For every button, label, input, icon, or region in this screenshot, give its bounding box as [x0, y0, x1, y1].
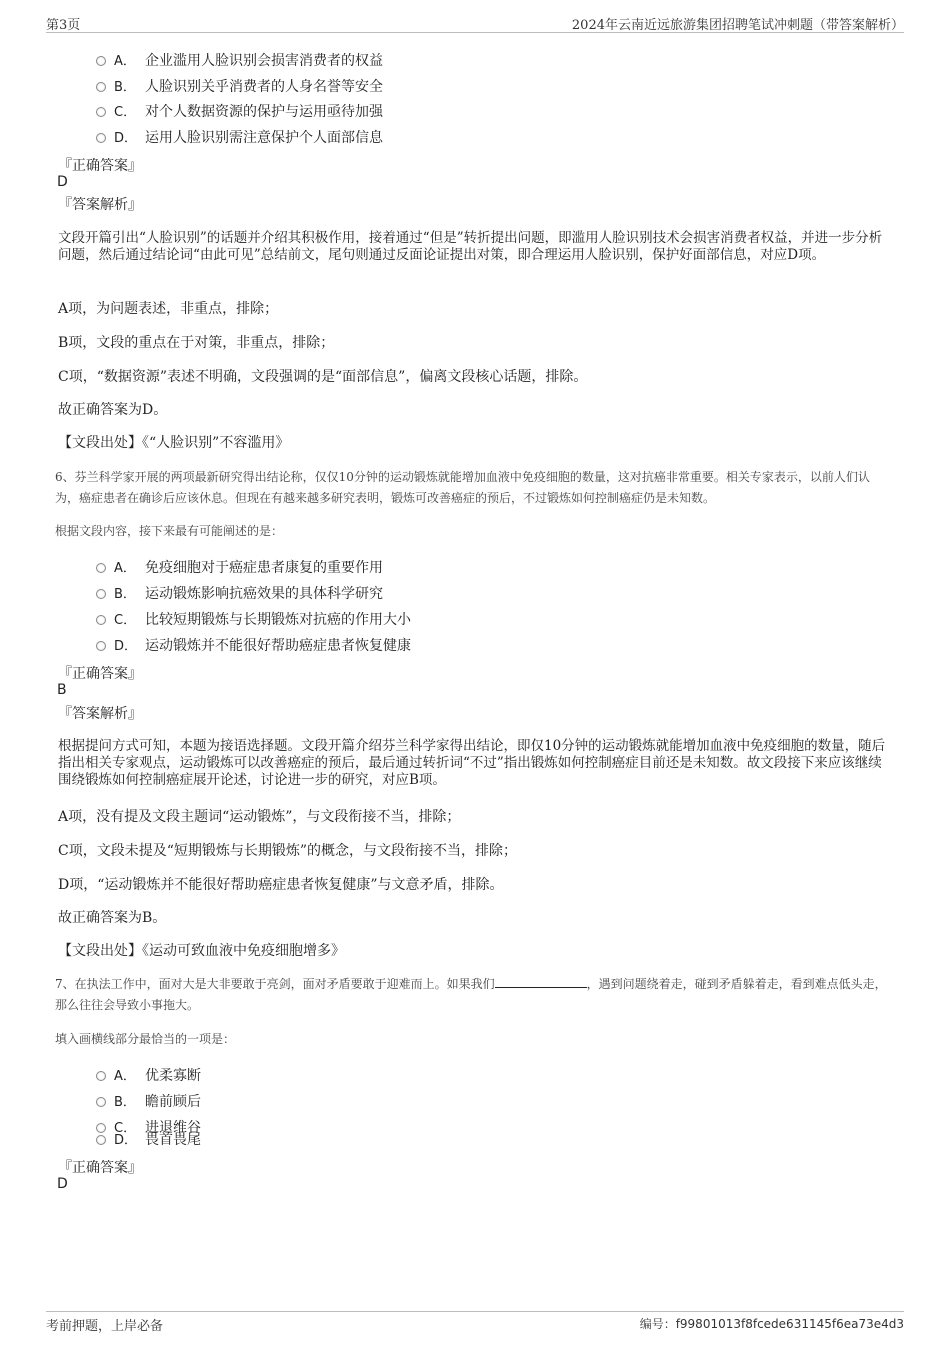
q5-answer: D: [57, 174, 68, 190]
option-text: 人脸识别关乎消费者的人身名誉等安全: [145, 79, 383, 95]
q7-stem: [55, 974, 890, 1016]
radio-icon[interactable]: [96, 563, 106, 573]
option-letter: C．: [114, 105, 137, 120]
fill-blank-line: [495, 975, 587, 988]
q5-analysis: 文段开篇引出“人脸识别”的话题并介绍其积极作用，接着通过“但是”转折提出问题，即滥用人脸识别技术会损害消费者权益，并进一步分析问题，然后通过结论词“由此可见”总结前文，尾句则通过反面论证提出对策，即合理运用人脸识别，保护好面部信息，对应D项。: [58, 230, 883, 263]
q7-answer: D: [57, 1176, 68, 1192]
radio-icon[interactable]: [96, 1097, 106, 1107]
q7-stem-part2: ，遇到问题绕着走，碰到矛盾躲着走，看到难点低头走，那么往往会导致小事拖大。: [55, 977, 887, 1012]
q6-analysis: 根据提问方式可知，本题为接语选择题。文段开篇介绍芬兰科学家得出结论，即仅10分钟的运动锻炼就能增加血液中免疫细胞的数量，随后指出相关专家观点，运动锻炼可以改善癌症的预后，最后通过转折词“不过”指出锻炼如何控制癌症目前还是未知数。故文段接下来应该继续围绕锻炼如何控制癌症展开论述，讨论进一步的研究，对应B项。: [58, 738, 886, 788]
option-letter: A．: [114, 54, 136, 69]
option-letter: C．: [114, 613, 137, 628]
q6-note-a: A项，没有提及文段主题词“运动锻炼”，与文段衔接不当，排除；: [58, 809, 461, 825]
option-letter: D．: [114, 1133, 138, 1148]
option-text: 企业滥用人脸识别会损害消费者的权益: [145, 53, 383, 69]
option-letter: B．: [114, 80, 136, 95]
option-text: 运用人脸识别需注意保护个人面部信息: [145, 130, 383, 146]
q6-prompt: 根据文段内容，接下来最有可能阐述的是：: [55, 524, 284, 538]
radio-icon[interactable]: [96, 1135, 106, 1145]
q5-conclusion: 故正确答案为D。: [58, 402, 168, 418]
option-letter: A．: [114, 561, 136, 576]
q6-answer: B: [57, 682, 67, 698]
q7-stem-part1: 7、在执法工作中，面对大是大非要敢于亮剑，面对矛盾要敢于迎难而上。如果我们: [55, 977, 495, 991]
radio-icon[interactable]: [96, 133, 106, 143]
document-title: 2024年云南近远旅游集团招聘笔试冲刺题（带答案解析）: [571, 18, 904, 33]
option-text: 瞻前顾后: [145, 1094, 201, 1110]
radio-icon[interactable]: [96, 56, 106, 66]
option-letter: B．: [114, 587, 136, 602]
option-text: 优柔寡断: [145, 1068, 201, 1084]
q6-note-d: D项，“运动锻炼并不能很好帮助癌症患者恢复健康”与文意矛盾，排除。: [58, 877, 504, 893]
radio-icon[interactable]: [96, 641, 106, 651]
option-text: 免疫细胞对于癌症患者康复的重要作用: [145, 560, 383, 576]
document-code: 编号：f99801013f8fcede631145f6ea73e4d3: [639, 1317, 904, 1331]
option-text: 比较短期锻炼与长期锻炼对抗癌的作用大小: [145, 612, 411, 628]
radio-icon[interactable]: [96, 615, 106, 625]
radio-icon[interactable]: [96, 1123, 106, 1133]
page-header: [46, 14, 904, 33]
q6-analysis-label: 『答案解析』: [58, 706, 142, 722]
option-letter: A．: [114, 1069, 136, 1084]
option-text: 对个人数据资源的保护与运用亟待加强: [145, 104, 383, 120]
option-text: 运动锻炼并不能很好帮助癌症患者恢复健康: [145, 638, 411, 654]
q6-answer-label: 『正确答案』: [58, 666, 142, 682]
q6-note-c: C项，文段未提及“短期锻炼与长期锻炼”的概念，与文段衔接不当，排除；: [58, 843, 518, 859]
radio-icon[interactable]: [96, 589, 106, 599]
option-text: 运动锻炼影响抗癌效果的具体科学研究: [145, 586, 383, 602]
q6-conclusion: 故正确答案为B。: [58, 910, 167, 926]
q6-source: 【文段出处】《运动可致血液中免疫细胞增多》: [58, 943, 345, 959]
radio-icon[interactable]: [96, 107, 106, 117]
page-footer: [46, 1311, 904, 1334]
page-number: 第3页: [46, 18, 81, 33]
q7-prompt: 填入画横线部分最恰当的一项是：: [55, 1032, 236, 1046]
q5-note-a: A项，为问题表述，非重点，排除；: [58, 301, 279, 317]
q7-answer-label: 『正确答案』: [58, 1160, 142, 1176]
option-letter: C．: [114, 1121, 137, 1136]
radio-icon[interactable]: [96, 82, 106, 92]
footer-slogan: 考前押题，上岸必备: [46, 1319, 164, 1334]
option-text: 畏首畏尾: [145, 1132, 201, 1148]
option-text: 进退维谷: [145, 1120, 201, 1136]
option-letter: D．: [114, 131, 138, 146]
q5-source: 【文段出处】《“人脸识别”不容滥用》: [58, 435, 290, 451]
q5-answer-label: 『正确答案』: [58, 158, 142, 174]
q5-note-b: B项，文段的重点在于对策，非重点，排除；: [58, 335, 335, 351]
q5-analysis-label: 『答案解析』: [58, 197, 142, 213]
option-letter: D．: [114, 639, 138, 654]
option-letter: B．: [114, 1095, 136, 1110]
q5-note-c: C项，“数据资源”表述不明确，文段强调的是“面部信息”，偏离文段核心话题，排除。: [58, 369, 588, 385]
radio-icon[interactable]: [96, 1071, 106, 1081]
q6-stem: 6、芬兰科学家开展的两项最新研究得出结论称，仅仅10分钟的运动锻炼就能增加血液中免疫细胞的数量，这对抗癌非常重要。相关专家表示，以前人们认为，癌症患者在确诊后应该休息。但现在有越来越多研究表明，锻炼可改善癌症的预后，不过锻炼如何控制癌症仍是未知数。: [55, 470, 870, 505]
